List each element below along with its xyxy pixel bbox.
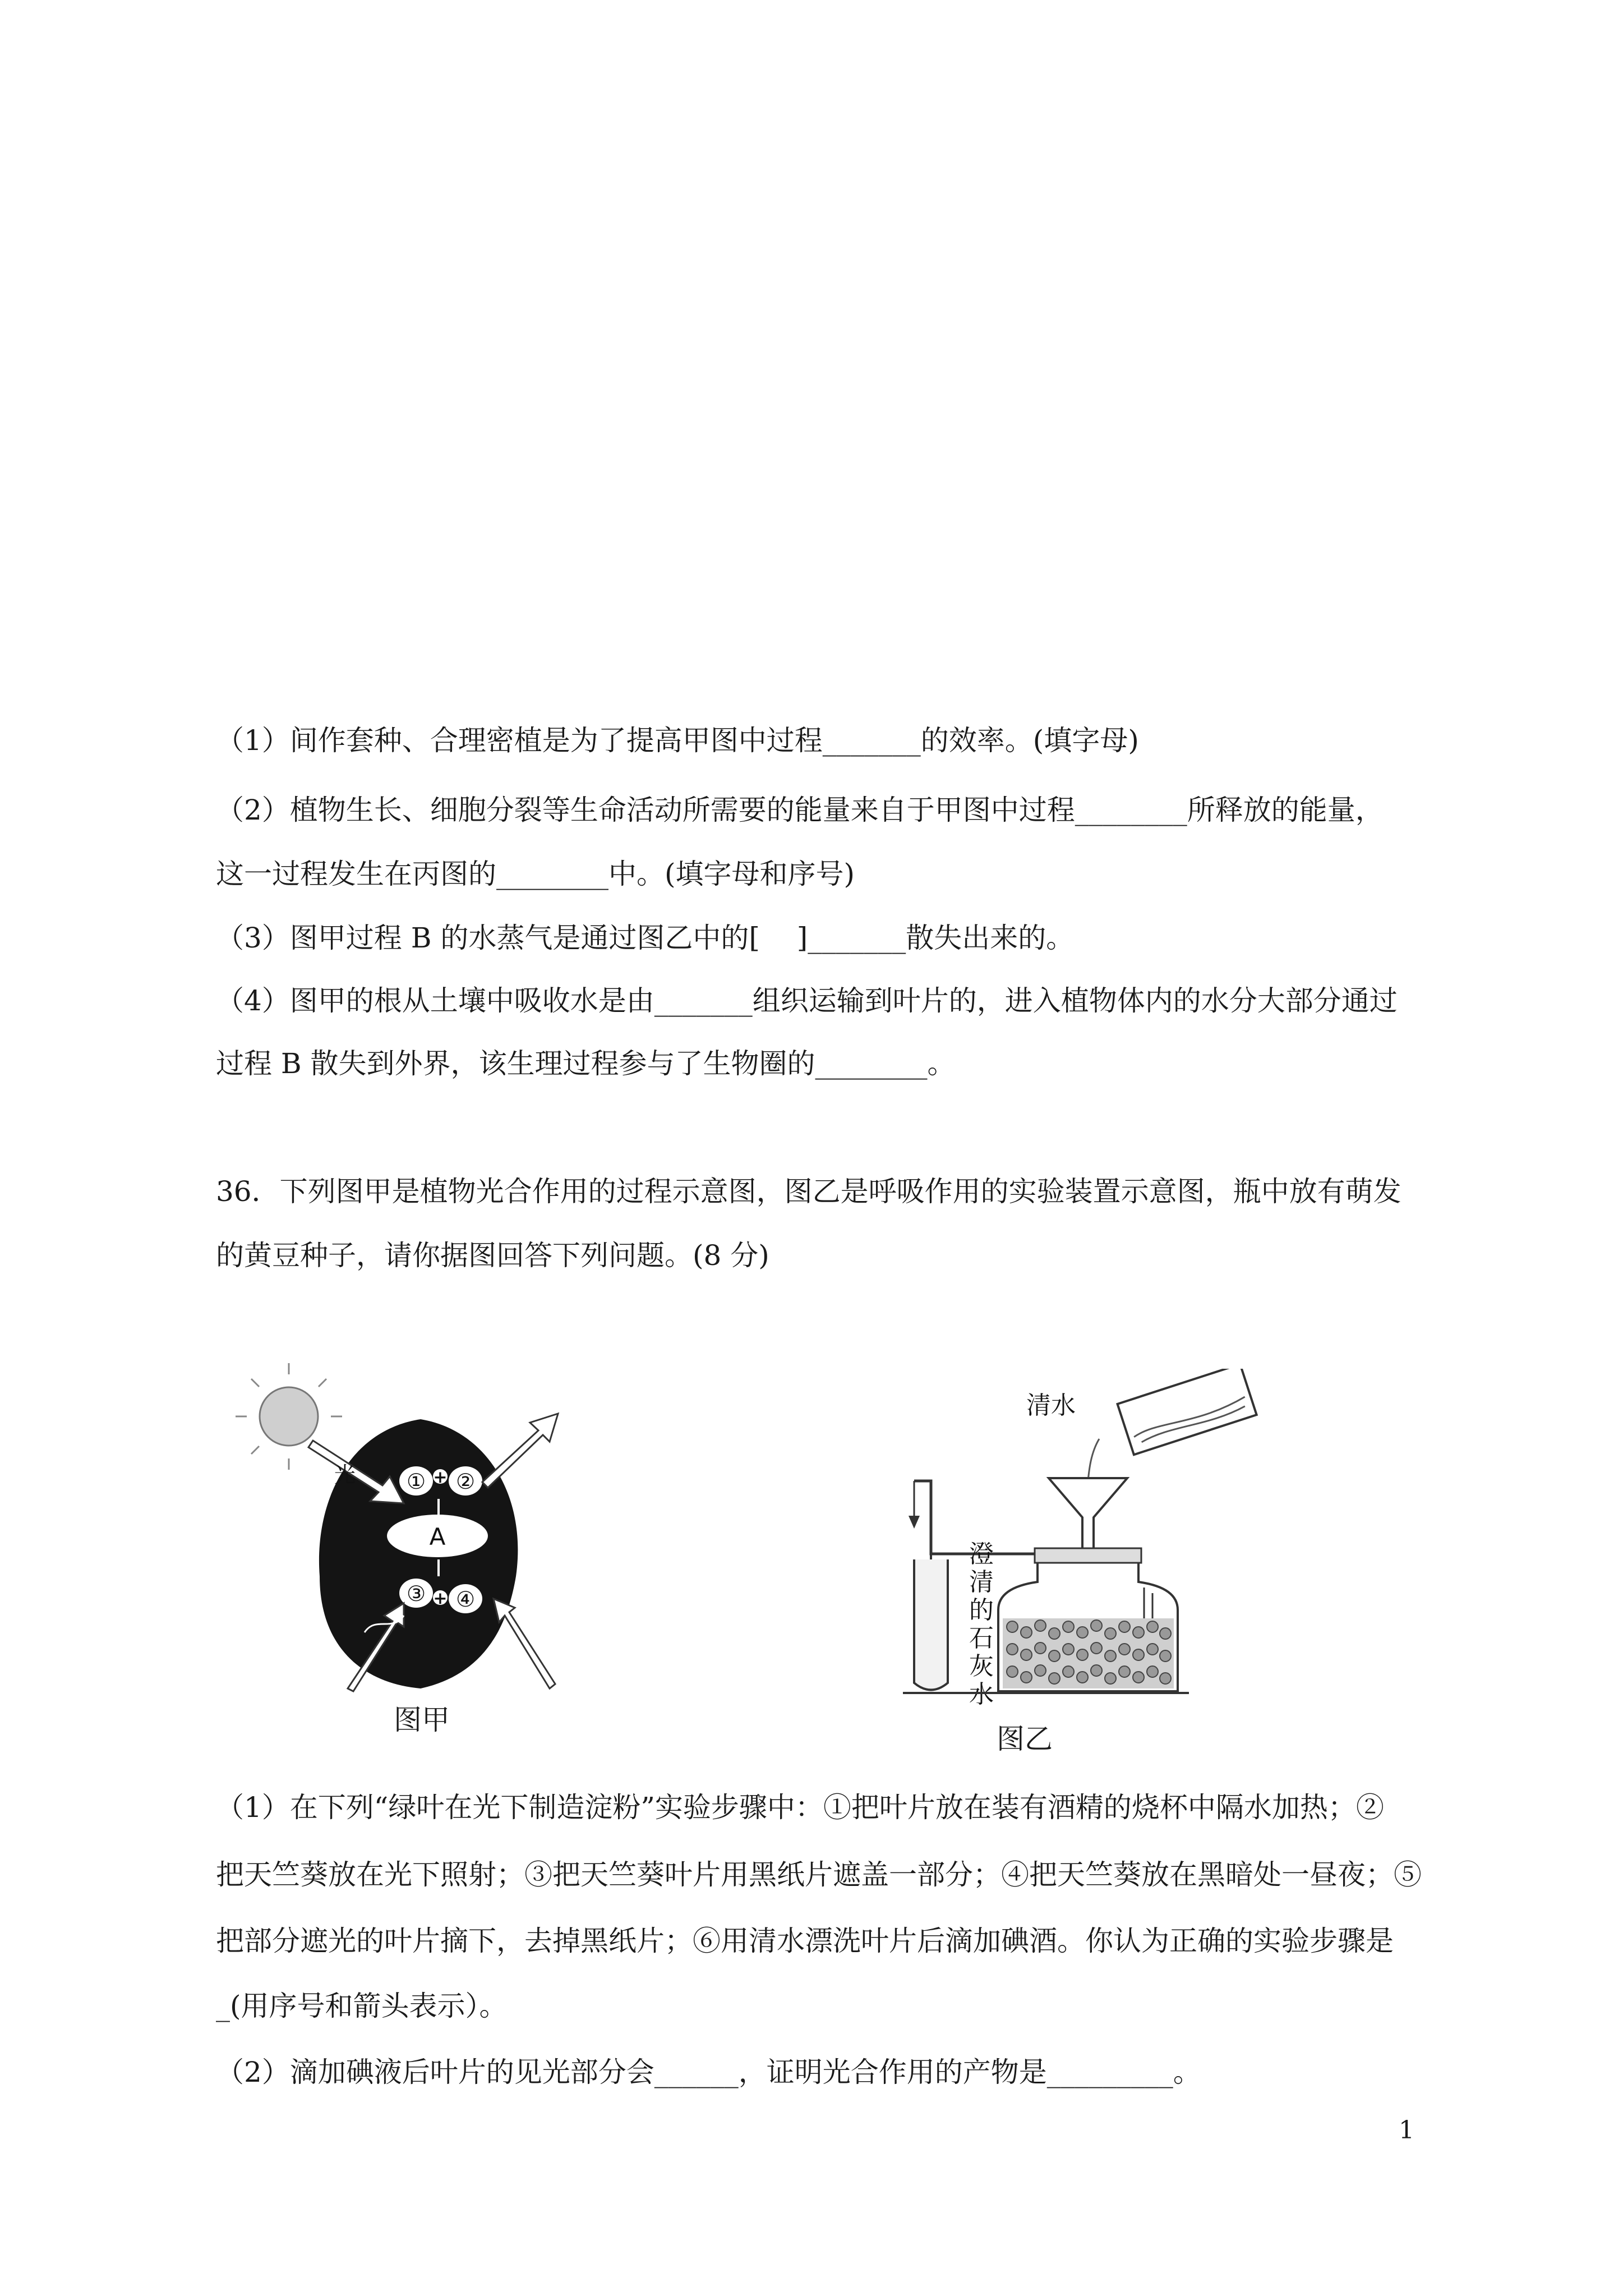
q36-sub-line-1: （1）在下列“绿叶在光下制造淀粉”实验步骤中：①把叶片放在装有酒精的烧杯中隔水加热；② xyxy=(216,1791,1384,1824)
water-label: 清水 xyxy=(1026,1391,1076,1420)
photosynthesis-diagram xyxy=(236,1352,572,1700)
q36-stem-line-2: 的黄豆种子，请你据图回答下列问题。(8 分) xyxy=(216,1239,769,1272)
tube-label-char-5: 灰 xyxy=(969,1652,994,1681)
tube-label-char-1: 澄 xyxy=(969,1540,994,1568)
q36-sub-line-2: 把天竺葵放在光下照射；③把天竺葵叶片用黑纸片遮盖一部分；④把天竺葵放在黑暗处一昼夜；⑤ xyxy=(216,1858,1422,1891)
co2-arrow xyxy=(494,1599,555,1688)
q35-line-3: 这一过程发生在丙图的________中。(填字母和序号) xyxy=(216,858,855,890)
label-2: ② xyxy=(455,1469,476,1494)
germinating-seeds xyxy=(1003,1618,1174,1688)
plus-top: + xyxy=(433,1467,448,1487)
q35-line-1: （1）间作套种、合理密植是为了提高甲图中过程_______的效率。(填字母) xyxy=(216,724,1139,757)
tube-label-char-3: 的 xyxy=(969,1596,994,1625)
test-tube xyxy=(914,1559,948,1690)
q36-stem-line-1: 36．下列图甲是植物光合作用的过程示意图，图乙是呼吸作用的实验装置示意图，瓶中放有萌发 xyxy=(216,1175,1401,1208)
figure-jia-photosynthesis xyxy=(236,1352,572,1700)
output-arrow xyxy=(482,1414,558,1488)
respiration-apparatus-diagram xyxy=(897,1369,1312,1705)
figure-yi-apparatus xyxy=(897,1369,1312,1705)
label-1: ① xyxy=(406,1469,426,1494)
tube-label-char-4: 石 xyxy=(969,1624,994,1653)
pouring-beaker xyxy=(1118,1369,1257,1455)
tube-label-char-6: 水 xyxy=(969,1680,994,1705)
q36-sub-line-3: 把部分遮光的叶片摘下，去掉黑纸片；⑥用清水漂洗叶片后滴加碘酒。你认为正确的实验步骤是 xyxy=(216,1925,1394,1957)
q35-line-2: （2）植物生长、细胞分裂等生命活动所需要的能量来自于甲图中过程________所释放的能量， xyxy=(216,794,1384,826)
q35-line-6: 过程 B 散失到外界，该生理过程参与了生物圈的________。 xyxy=(216,1047,956,1080)
label-3: ③ xyxy=(406,1581,426,1606)
figure-yi-caption: 图乙 xyxy=(997,1723,1053,1755)
light-label: 光 xyxy=(334,1462,356,1487)
q36-sub-line-4: _(用序号和箭头表示）。 xyxy=(216,1990,508,2022)
plus-bottom: + xyxy=(433,1589,448,1608)
label-a: A xyxy=(429,1523,446,1550)
label-4: ④ xyxy=(455,1587,476,1612)
q35-line-5: （4）图甲的根从土壤中吸收水是由_______组织运输到叶片的，进入植物体内的水分大部分通过 xyxy=(216,984,1398,1017)
figure-jia-caption: 图甲 xyxy=(394,1704,450,1736)
q35-line-4: （3）图甲过程 B 的水蒸气是通过图乙中的[ ]_______散失出来的。 xyxy=(216,922,1075,954)
page-number: 1 xyxy=(1399,2116,1414,2145)
q36-sub-line-5: （2）滴加碘液后叶片的见光部分会______，证明光合作用的产物是_________。 xyxy=(216,2056,1201,2088)
tube-label-char-2: 清 xyxy=(969,1568,994,1596)
